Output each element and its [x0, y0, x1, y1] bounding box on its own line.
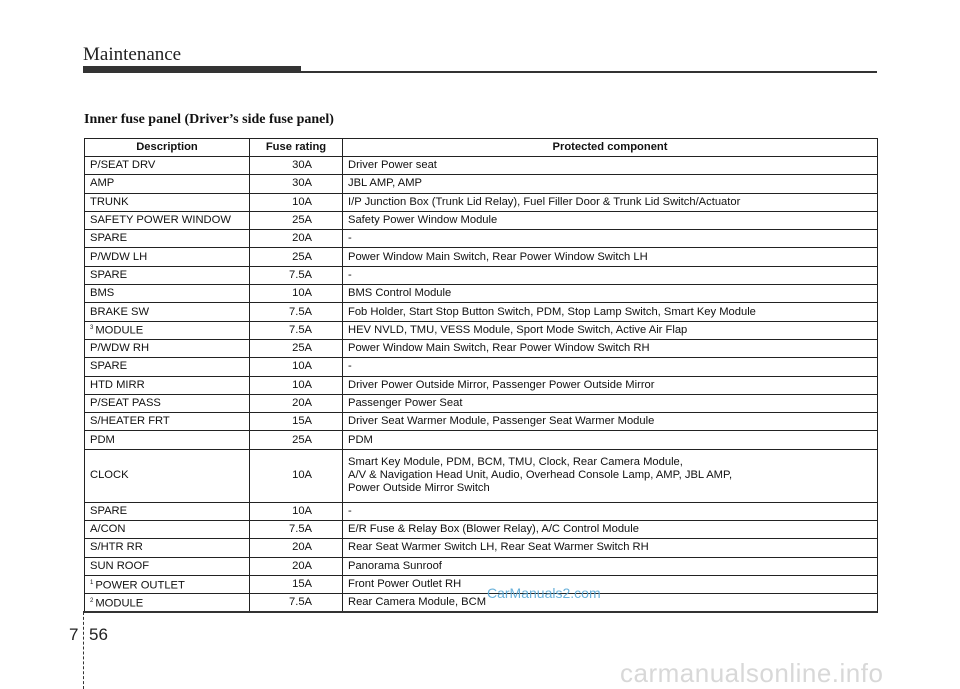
protected-component-cell: HEV NVLD, TMU, VESS Module, Sport Mode Switch, Active Air Flap [343, 321, 878, 339]
table-row [85, 521, 878, 539]
protected-component-cell: Passenger Power Seat [343, 394, 878, 412]
column-header-protected-component: Protected component [343, 139, 878, 157]
description-text: BMS [90, 287, 115, 300]
table-row [85, 539, 878, 557]
description-cell [85, 394, 250, 412]
component-line: A/V & Navigation Head Unit, Audio, Overhead Console Lamp, AMP, JBL AMP, [348, 469, 733, 482]
table-row [85, 376, 878, 394]
description-text: S/HTR RR [90, 541, 143, 554]
protected-component-cell: Front Power Outlet RH [343, 575, 878, 593]
protected-component-cell: PDM [343, 431, 878, 449]
table-row [85, 431, 878, 449]
description-cell [85, 539, 250, 557]
description-text: MODULE [95, 597, 144, 610]
fuse-rating-cell: 30A [250, 157, 343, 175]
description-text: P/SEAT PASS [90, 397, 161, 409]
description-text: POWER OUTLET [95, 579, 185, 592]
table-row [85, 248, 878, 266]
fuse-rating-cell: 10A [250, 449, 343, 502]
header-rule-thin [301, 71, 877, 73]
table-row [85, 321, 878, 339]
protected-component-cell: Power Window Main Switch, Rear Power Window Switch LH [343, 248, 878, 266]
table-row [85, 285, 878, 303]
table-row [85, 575, 878, 593]
page-number: 56 [89, 625, 108, 644]
description-cell [85, 193, 250, 211]
fuse-rating-cell: 15A [250, 575, 343, 593]
component-line: Power Outside Mirror Switch [348, 482, 490, 495]
protected-component-cell: Fob Holder, Start Stop Button Switch, PDM, Stop Lamp Switch, Smart Key Module [343, 303, 878, 321]
fuse-rating-cell: 15A [250, 413, 343, 431]
fuse-rating-cell: 20A [250, 394, 343, 412]
description-text: P/WDW RH [90, 342, 150, 355]
fuse-rating-cell: 7.5A [250, 321, 343, 339]
protected-component-cell: Rear Camera Module, BCM [343, 594, 878, 612]
table-row [85, 230, 878, 248]
table-row [85, 339, 878, 357]
description-text: S/HEATER FRT [90, 415, 170, 428]
table-row [85, 266, 878, 284]
column-header-fuse-rating: Fuse rating [250, 139, 343, 157]
footnote-marker: 3 [90, 325, 94, 332]
description-cell [85, 376, 250, 394]
fuse-rating-cell: 10A [250, 285, 343, 303]
protected-component-cell: - [343, 266, 878, 284]
description-cell [85, 321, 250, 339]
watermark-text: CarManuals2.com [487, 585, 601, 601]
protected-component-cell: Driver Power seat [343, 157, 878, 175]
table-row [85, 358, 878, 376]
description-text: SPARE [90, 268, 128, 281]
description-text: MODULE [95, 325, 144, 338]
protected-component-cell: E/R Fuse & Relay Box (Blower Relay), A/C Control Module [343, 521, 878, 539]
description-cell [85, 413, 250, 431]
description-cell [85, 431, 250, 449]
footnote-marker: 2 [90, 598, 94, 605]
table-row [85, 594, 878, 612]
description-cell [85, 303, 250, 321]
description-text: SAFETY POWER WINDOW [90, 214, 231, 227]
protected-component-cell: Driver Power Outside Mirror, Passenger Power Outside Mirror [343, 376, 878, 394]
protected-component-cell: JBL AMP, AMP [343, 175, 878, 193]
fuse-rating-cell: 7.5A [250, 521, 343, 539]
description-cell [85, 157, 250, 175]
fuse-rating-cell: 7.5A [250, 594, 343, 612]
protected-component-cell: - [343, 502, 878, 520]
fuse-rating-cell: 25A [250, 339, 343, 357]
section-title: Inner fuse panel (Driver’s side fuse panel) [84, 112, 334, 127]
protected-component-cell: Power Window Main Switch, Rear Power Window Switch RH [343, 339, 878, 357]
fuse-rating-cell: 7.5A [250, 303, 343, 321]
protected-component-cell: - [343, 358, 878, 376]
protected-component-cell [343, 449, 878, 502]
description-cell [85, 285, 250, 303]
protected-component-cell: - [343, 230, 878, 248]
description-cell [85, 358, 250, 376]
fuse-rating-cell: 20A [250, 230, 343, 248]
fuse-rating-cell: 30A [250, 175, 343, 193]
table-row [85, 303, 878, 321]
column-header-description: Description [85, 139, 250, 157]
description-text: HTD MIRR [90, 378, 145, 391]
description-text: SPARE [90, 232, 128, 245]
protected-component-cell: Driver Seat Warmer Module, Passenger Seat Warmer Module [343, 413, 878, 431]
fuse-rating-cell: 25A [250, 248, 343, 266]
description-cell [85, 211, 250, 229]
fuse-rating-cell: 7.5A [250, 266, 343, 284]
table-header-row [85, 139, 878, 157]
description-text: SPARE [90, 360, 128, 373]
description-text: TRUNK [90, 195, 129, 208]
footer-divider [83, 612, 84, 689]
table-row [85, 394, 878, 412]
site-watermark: carmanualsonline.info [620, 658, 884, 688]
protected-component-cell: Panorama Sunroof [343, 557, 878, 575]
fuse-rating-cell: 10A [250, 358, 343, 376]
footnote-marker: 1 [90, 579, 94, 586]
description-cell [85, 230, 250, 248]
description-text: P/WDW LH [90, 250, 148, 263]
table-row [85, 175, 878, 193]
table-row [85, 413, 878, 431]
protected-component-cell: Safety Power Window Module [343, 211, 878, 229]
table-row [85, 193, 878, 211]
chapter-number: 7 [69, 625, 79, 644]
description-cell [85, 521, 250, 539]
table-row [85, 211, 878, 229]
description-cell [85, 248, 250, 266]
table-row [85, 157, 878, 175]
fuse-rating-cell: 25A [250, 431, 343, 449]
fuse-rating-cell: 10A [250, 193, 343, 211]
header-rule-thick [83, 66, 301, 73]
table-row [85, 449, 878, 502]
table-row [85, 502, 878, 520]
fuse-table [84, 138, 878, 613]
page-header-title: Maintenance [83, 44, 182, 65]
description-text: P/SEAT DRV [90, 159, 156, 172]
description-text: SPARE [90, 504, 128, 517]
protected-component-cell: BMS Control Module [343, 285, 878, 303]
description-text: AMP [90, 177, 115, 190]
footer-rule [83, 611, 877, 613]
description-cell [85, 502, 250, 520]
description-text: SUN ROOF [90, 559, 150, 572]
description-cell [85, 175, 250, 193]
description-text: A/CON [90, 523, 126, 536]
description-cell [85, 557, 250, 575]
description-text: PDM [90, 433, 115, 446]
fuse-rating-cell: 20A [250, 557, 343, 575]
description-cell [85, 594, 250, 612]
table-row [85, 557, 878, 575]
protected-component-cell: I/P Junction Box (Trunk Lid Relay), Fuel Filler Door & Trunk Lid Switch/Actuator [343, 193, 878, 211]
protected-component-cell: Rear Seat Warmer Switch LH, Rear Seat Warmer Switch RH [343, 539, 878, 557]
fuse-rating-cell: 10A [250, 376, 343, 394]
description-cell [85, 575, 250, 593]
description-cell: CLOCK [85, 449, 250, 502]
fuse-rating-cell: 20A [250, 539, 343, 557]
description-cell [85, 339, 250, 357]
component-line: Smart Key Module, PDM, BCM, TMU, Clock, Rear Camera Module, [348, 456, 683, 469]
fuse-rating-cell: 10A [250, 502, 343, 520]
description-cell [85, 266, 250, 284]
description-text: BRAKE SW [90, 305, 150, 318]
fuse-rating-cell: 25A [250, 211, 343, 229]
